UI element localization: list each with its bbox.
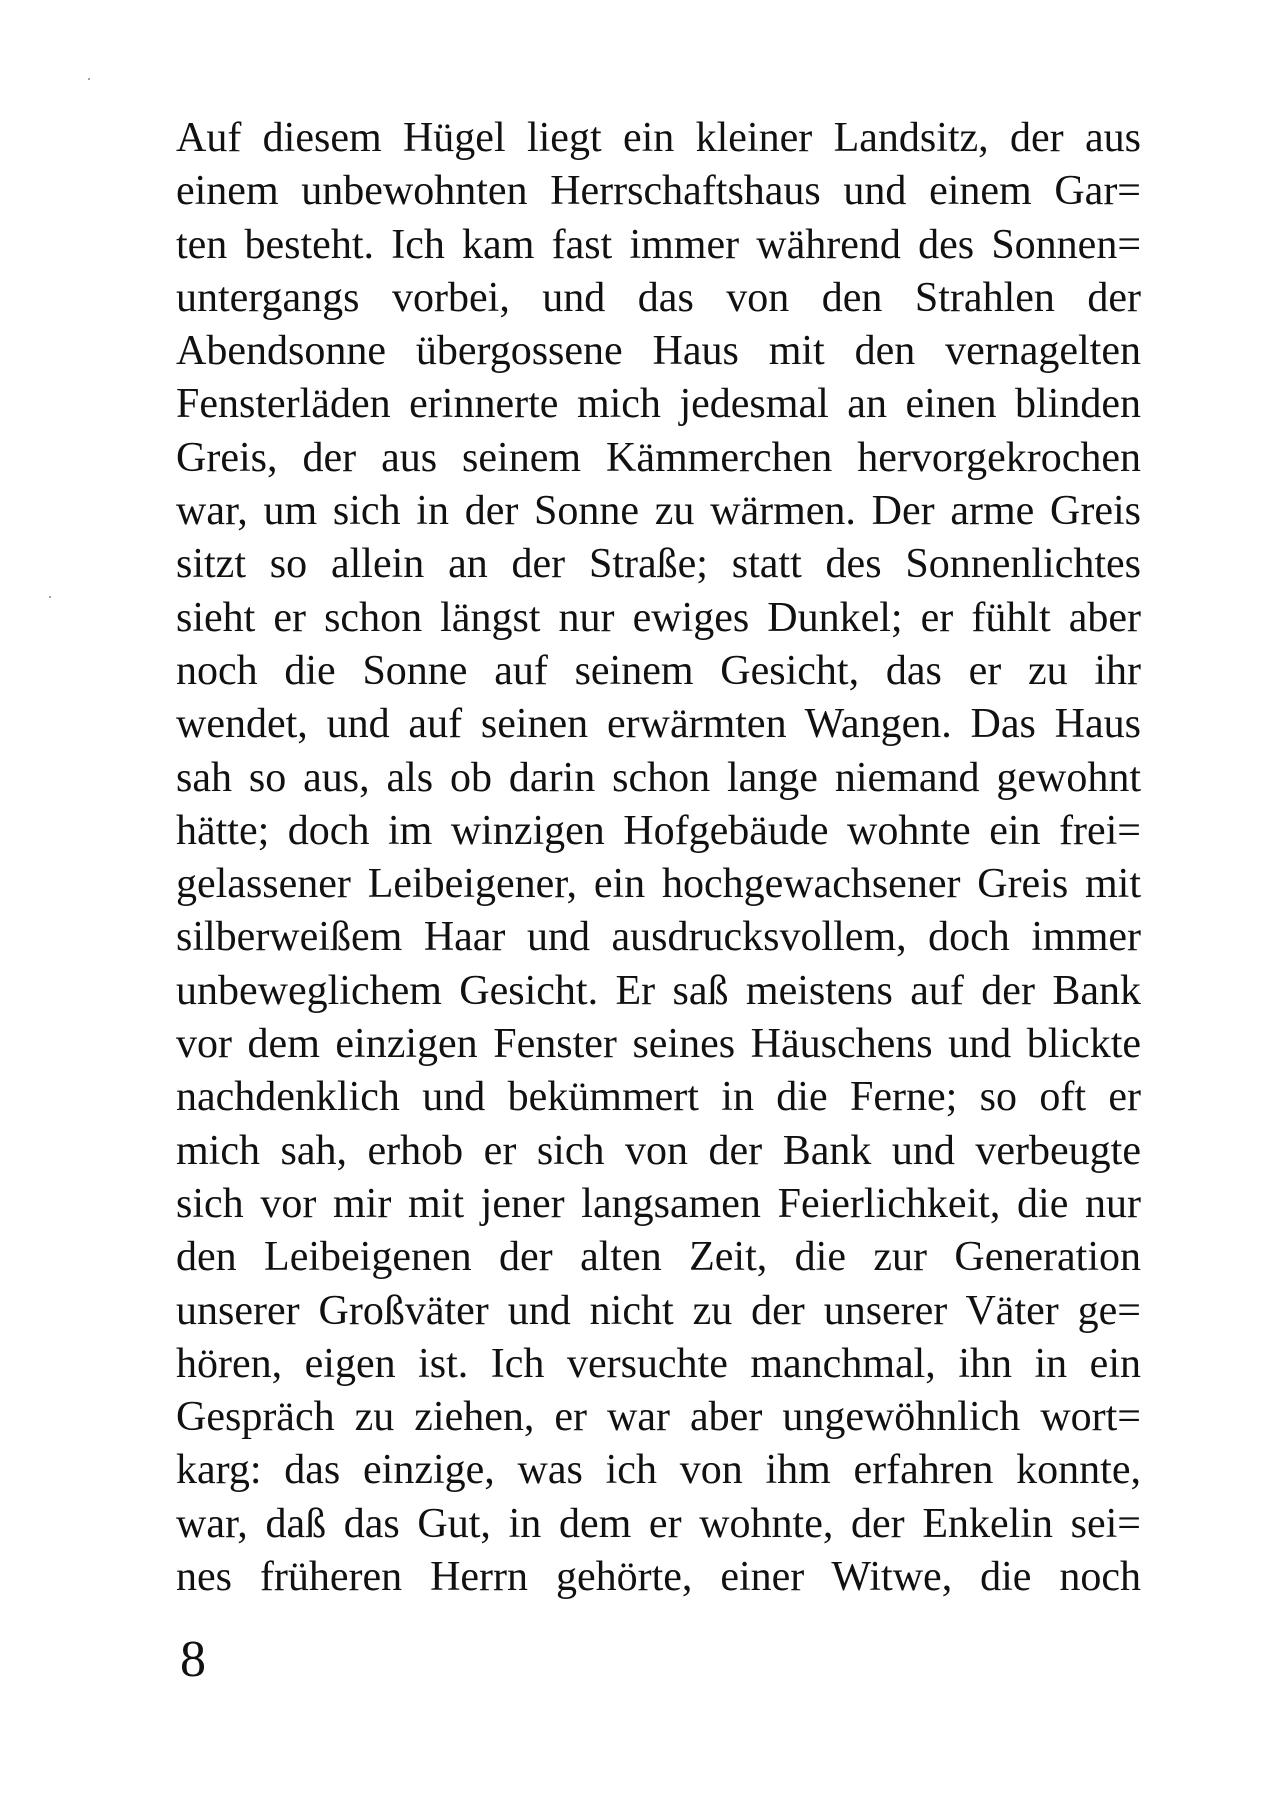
text-line: war, um sich in der Sonne zu wärmen. Der arme Greis — [176, 488, 1141, 535]
text-line: vor dem einzigen Fenster seines Häuschens und blickte — [176, 1021, 1141, 1068]
text-line: unbeweglichem Gesicht. Er saß meistens auf der Bank — [176, 967, 1141, 1014]
page-number: 8 — [180, 1631, 206, 1688]
body-text — [176, 112, 1141, 1604]
text-line: noch die Sonne auf seinem Gesicht, das er zu ihr — [176, 647, 1141, 694]
text-line: hätte; doch im winzigen Hofgebäude wohnte ein frei= — [176, 807, 1141, 854]
scan-speck — [88, 78, 90, 80]
text-line: Fensterläden erinnerte mich jedesmal an einen blinden — [176, 381, 1141, 428]
text-line: Auf diesem Hügel liegt ein kleiner Landsitz, der aus — [176, 115, 1141, 161]
text-line: unserer Großväter und nicht zu der unserer Väter ge= — [176, 1287, 1141, 1334]
text-line: nes früheren Herrn gehörte, einer Witwe, die noch — [176, 1554, 1141, 1601]
text-line: Greis, der aus seinem Kämmerchen hervorgekrochen — [176, 434, 1141, 481]
text-line: sitzt so allein an der Straße; statt des Sonnenlichtes — [176, 541, 1141, 588]
text-line: Gespräch zu ziehen, er war aber ungewöhnlich wort= — [176, 1394, 1141, 1441]
text-line: Abendsonne übergossene Haus mit den vernagelten — [176, 328, 1141, 375]
text-line: wendet, und auf seinen erwärmten Wangen. Das Haus — [176, 701, 1141, 748]
text-line: den Leibeigenen der alten Zeit, die zur Generation — [176, 1234, 1141, 1281]
text-line: sieht er schon längst nur ewiges Dunkel; er fühlt aber — [176, 594, 1141, 641]
text-line: hören, eigen ist. Ich versuchte manchmal, ihn in ein — [176, 1340, 1141, 1387]
text-line: sich vor mir mit jener langsamen Feierlichkeit, die nur — [176, 1180, 1141, 1227]
text-line: nachdenklich und bekümmert in die Ferne; so oft er — [176, 1074, 1141, 1121]
scan-speck — [49, 596, 51, 598]
text-line: silberweißem Haar und ausdrucksvollem, doch immer — [176, 914, 1141, 961]
text-line: ten besteht. Ich kam fast immer während des Sonnen= — [176, 221, 1141, 268]
text-line: gelassener Leibeigener, ein hochgewachsener Greis mit — [176, 861, 1141, 908]
text-line: mich sah, erhob er sich von der Bank und verbeugte — [176, 1127, 1141, 1174]
text-line: untergangs vorbei, und das von den Strahlen der — [176, 274, 1141, 321]
text-line: einem unbewohnten Herrschaftshaus und einem Gar= — [176, 168, 1141, 215]
text-line: war, daß das Gut, in dem er wohnte, der Enkelin sei= — [176, 1500, 1141, 1547]
text-line: karg: das einzige, was ich von ihm erfahren konnte, — [176, 1447, 1141, 1494]
text-line: sah so aus, als ob darin schon lange niemand gewohnt — [176, 754, 1141, 801]
